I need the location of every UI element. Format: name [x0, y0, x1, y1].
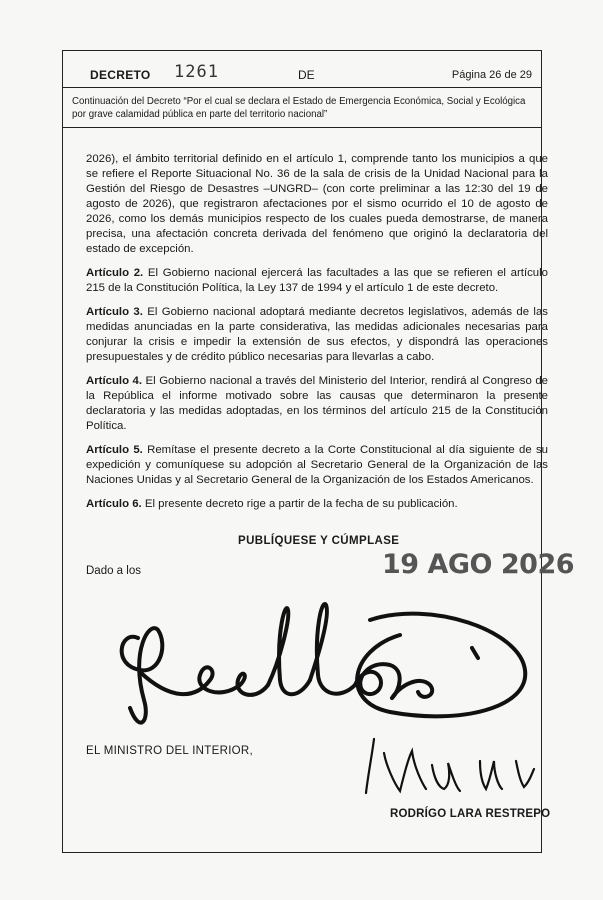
signatory-name: RODRÍGO LARA RESTREPO [390, 808, 551, 820]
date-stamp: 19 AGO 2026 [382, 549, 575, 580]
article-4: Artículo 4. El Gobierno nacional a través del Ministerio del Interior, rendirá al Congreso de la República el informe motivado sobre las causas que determinaron la presente declaratoria y las medidas adoptadas, en los términos del artículo 215 de la Constitución Política. [86, 375, 548, 432]
article-3: Artículo 3. El Gobierno nacional adoptará mediante decretos legislativos, además de las medidas anunciadas en la parte considerativa, las medidas adicionales necesarias para conjurar la crisis e impedir la extensión de sus efectos, y dispondrá las operaciones presupuestales y de crédito público necesarias para llevarlas a cabo. [86, 306, 548, 363]
date-label: DE [298, 68, 315, 82]
article-6: Artículo 6. El presente decreto rige a partir de la fecha de su publicación. [86, 498, 458, 510]
paragraph-intro: 2026), el ámbito territorial definido en el artículo 1, comprende tanto los municipios a que se refiere el Reporte Situacional No. 36 de la sala de crisis de la Unidad Nacional para la Gestión del Riesgo de Desastres –UNGRD– (con corte preliminar a las 12:30 del 19 de agosto de 2026), que registraron afectaciones por el sismo ocurrido el 10 de agosto de 2026, como los demás municipios respecto de los cuales pueda demostrarse, de manera precisa, una afectación concreta derivada del fenómeno que originó la declaratoria del estado de excepción. [86, 153, 548, 255]
article-2: Artículo 2. El Gobierno nacional ejercerá las facultades a las que se refieren el artículo 215 de la Constitución Política, la Ley 137 de 1994 y el artículo 1 de este decreto. [86, 267, 549, 294]
dado-label: Dado a los [86, 565, 141, 577]
article-5: Artículo 5. Remítase el presente decreto a la Corte Constitucional al día siguiente de su expedición y comuníquese su adopción al Secretario General de la Organización de las Naciones Unidas y al Secretario General de la Organización de los Estados Americanos. [86, 444, 548, 486]
minister-signature [352, 735, 552, 795]
article-label: Artículo 5. [86, 444, 143, 456]
decree-header [62, 62, 542, 88]
decree-body [86, 152, 548, 521]
decree-label: DECRETO [90, 68, 151, 82]
publiquese-heading: PUBLÍQUESE Y CÚMPLASE [238, 535, 400, 547]
signatory-title: EL MINISTRO DEL INTERIOR, [86, 745, 254, 757]
article-label: Artículo 6. [86, 498, 142, 510]
decree-number: 1261 [174, 62, 219, 82]
article-label: Artículo 4. [86, 375, 143, 387]
continuation-title: Continuación del Decreto “Por el cual se declara el Estado de Emergencia Económica, Social y Ecológica por grave calamidad pública en parte del territorio nacional” [62, 96, 542, 128]
president-signature [100, 590, 540, 740]
article-label: Artículo 3. [86, 306, 143, 318]
page-number: Página 26 de 29 [451, 69, 532, 81]
article-label: Artículo 2. [86, 267, 144, 279]
